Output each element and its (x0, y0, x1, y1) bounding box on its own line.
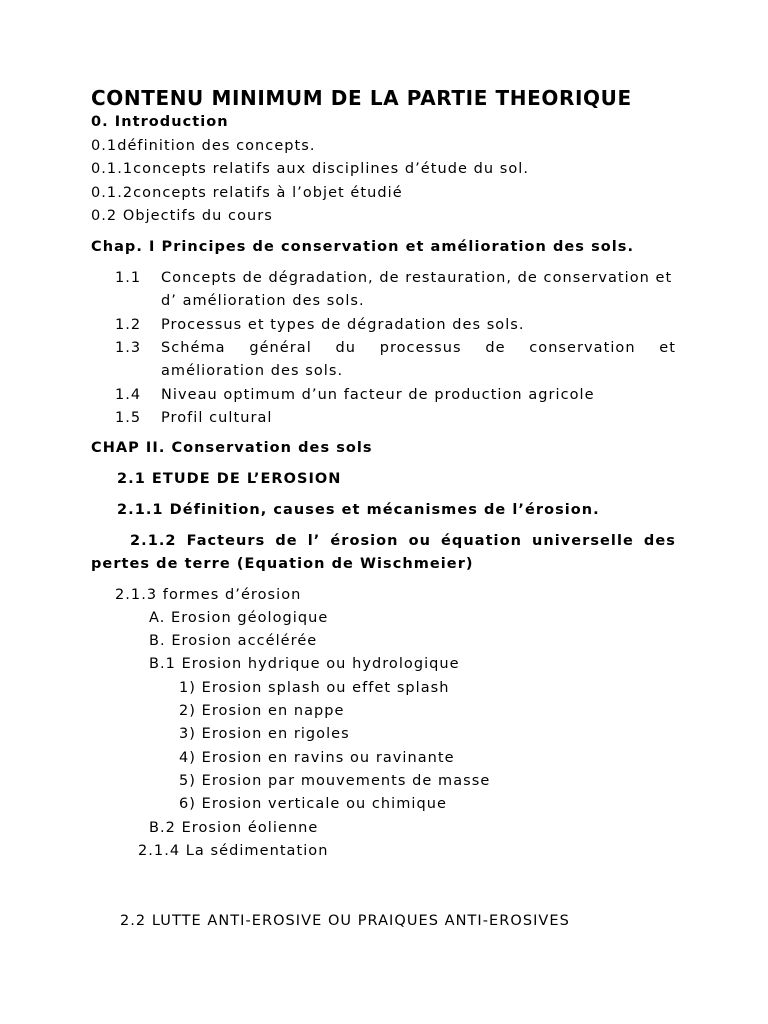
list-number: 1.3 (115, 340, 142, 356)
list-number: 1.2 (115, 317, 142, 333)
word: 2.1.2 (130, 533, 177, 549)
subsection-heading-cont: pertes de terre (Equation de Wischmeier) (91, 556, 474, 572)
list-item: B.2 Erosion éolienne (149, 820, 319, 836)
section-heading: 2.2 LUTTE ANTI-EROSIVE OU PRAIQUES ANTI-EROSIVES (120, 913, 570, 929)
word: érosion (330, 533, 399, 549)
word: équation (441, 533, 522, 549)
intro-item: 0.1.1concepts relatifs aux disciplines d’étude du sol. (91, 161, 530, 177)
subsection-heading-justified (130, 532, 676, 550)
word: l’ (307, 533, 321, 549)
word: conservation (529, 340, 636, 356)
list-number: 1.1 (115, 270, 142, 286)
list-item-text: d’ amélioration des sols. (161, 293, 365, 309)
list-item: 4) Erosion en ravins ou ravinante (179, 750, 455, 766)
list-item-text: Niveau optimum d’un facteur de production agricole (161, 387, 595, 403)
list-item-text-justified (161, 339, 676, 357)
word: Schéma (161, 340, 226, 356)
word: et (659, 340, 676, 356)
subsection-heading: 2.1.4 La sédimentation (138, 843, 329, 859)
list-item-text: Concepts de dégradation, de restauration, de conservation et (161, 270, 673, 286)
document-title: CONTENU MINIMUM DE LA PARTIE THEORIQUE (91, 86, 632, 110)
list-number: 1.5 (115, 410, 142, 426)
chapter-1-heading: Chap. I Principes de conservation et amélioration des sols. (91, 239, 635, 255)
word: des (643, 533, 676, 549)
list-item-text: amélioration des sols. (161, 363, 344, 379)
intro-item: 0.2 Objectifs du cours (91, 208, 273, 224)
word: général (249, 340, 312, 356)
list-item: 2) Erosion en nappe (179, 703, 345, 719)
word: universelle (532, 533, 634, 549)
word: Facteurs (186, 533, 266, 549)
list-number: 1.4 (115, 387, 142, 403)
intro-item: 0.1.2concepts relatifs à l’objet étudié (91, 185, 403, 201)
subsection-heading: 2.1.3 formes d’érosion (115, 587, 302, 603)
word: de (485, 340, 506, 356)
list-item: 6) Erosion verticale ou chimique (179, 796, 447, 812)
list-item-text: Processus et types de dégradation des sols. (161, 317, 525, 333)
list-item: B. Erosion accélérée (149, 633, 318, 649)
intro-heading: 0. Introduction (91, 114, 229, 130)
list-item-text: Profil cultural (161, 410, 273, 426)
list-item: 5) Erosion par mouvements de masse (179, 773, 491, 789)
word: ou (408, 533, 431, 549)
word: du (335, 340, 356, 356)
list-item: A. Erosion géologique (149, 610, 329, 626)
word: de (275, 533, 298, 549)
subsection-heading: 2.1.1 Définition, causes et mécanismes de l’érosion. (117, 502, 600, 518)
list-item: 3) Erosion en rigoles (179, 726, 350, 742)
list-item: B.1 Erosion hydrique ou hydrologique (149, 656, 460, 672)
list-item: 1) Erosion splash ou effet splash (179, 680, 450, 696)
intro-item: 0.1définition des concepts. (91, 138, 316, 154)
word: processus (379, 340, 462, 356)
section-heading: 2.1 ETUDE DE L’EROSION (117, 471, 342, 487)
chapter-2-heading: CHAP II. Conservation des sols (91, 440, 373, 456)
